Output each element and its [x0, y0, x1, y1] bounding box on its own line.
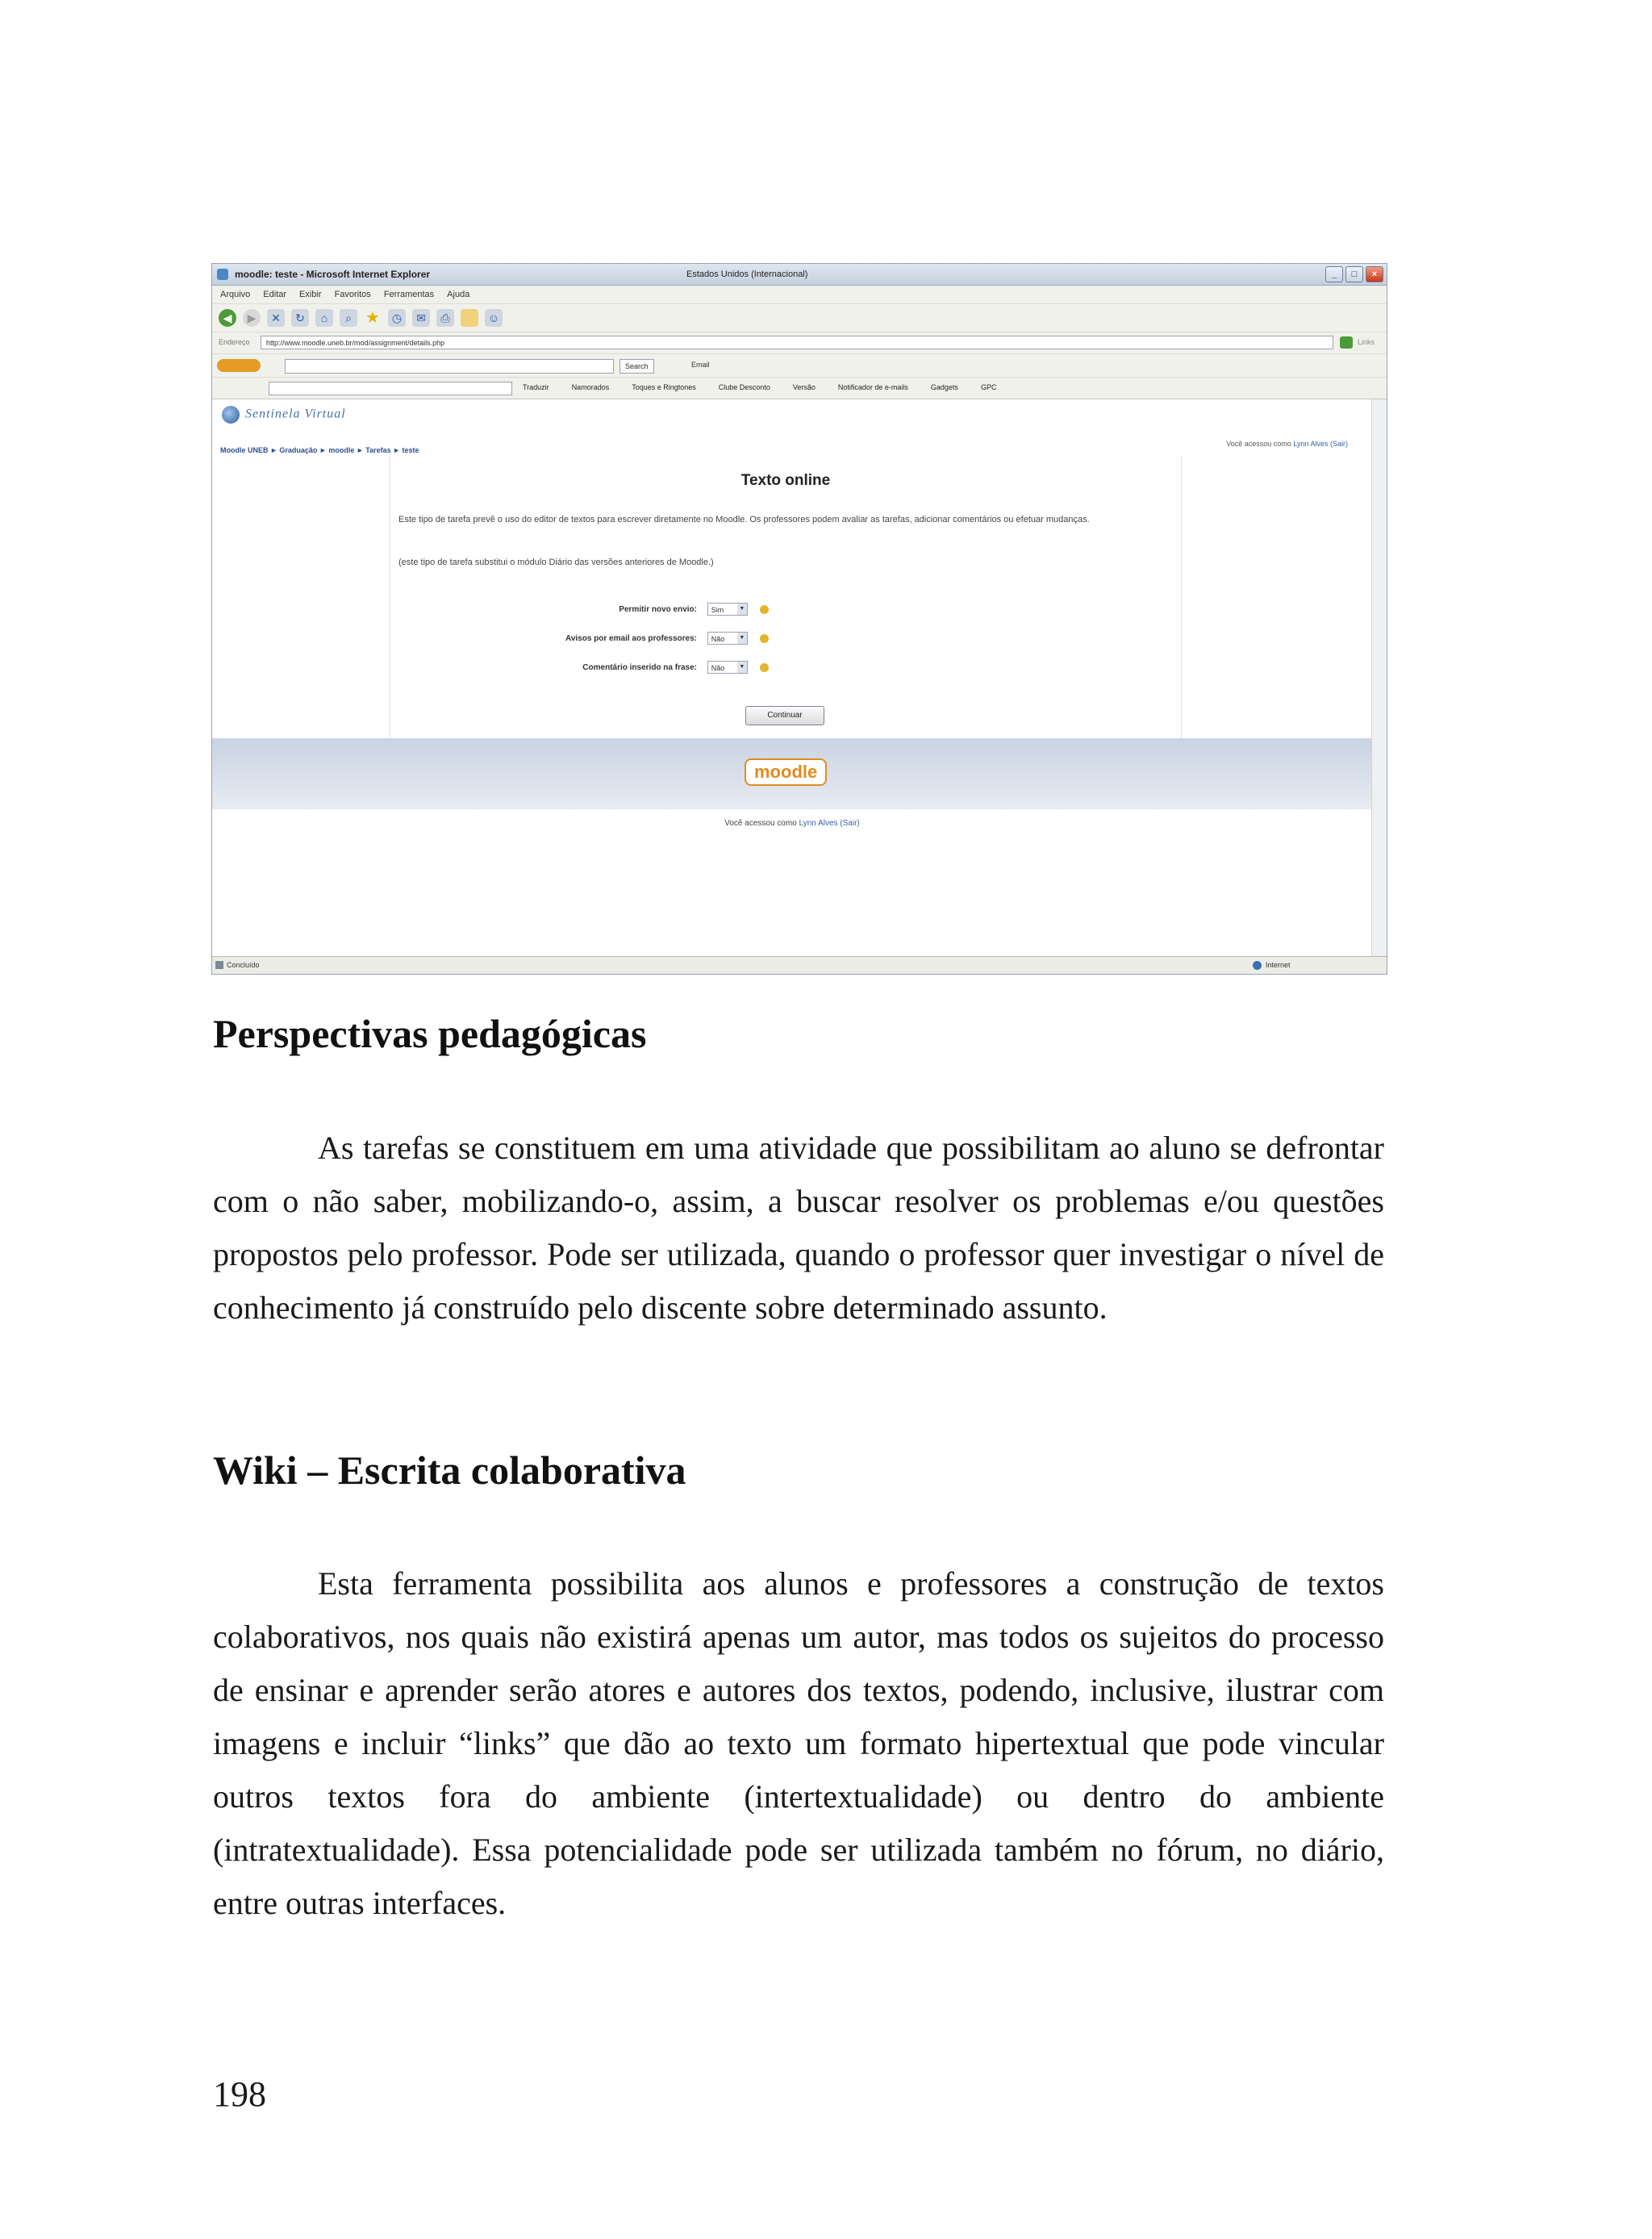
- site-logo-text: Sentinela Virtual: [245, 407, 346, 421]
- form-row-comentario: [439, 661, 769, 674]
- section-paragraph-perspectivas: As tarefas se constituem em uma atividade que possibilitam ao aluno se defrontar com o não saber, mobilizando-o, assim, a buscar resolver os problemas e/ou questões propostos pelo professor. Pode ser utilizada, quando o professor quer investigar o nível de conhecimento já construído pelo discente sobre determinado assunto.: [213, 1130, 1384, 1326]
- avisos-select[interactable]: [707, 632, 748, 645]
- address-bar: [212, 332, 1387, 354]
- toolbar3-item[interactable]: Namorados: [571, 383, 610, 391]
- minimize-button[interactable]: _: [1325, 266, 1343, 282]
- home-icon[interactable]: ⌂: [315, 309, 333, 327]
- menu-favoritos[interactable]: Favoritos: [334, 290, 371, 299]
- back-icon[interactable]: ◀: [219, 309, 236, 327]
- history-icon[interactable]: ◷: [388, 309, 406, 327]
- ie-icon: [217, 269, 228, 280]
- status-bar: [212, 956, 1387, 974]
- menu-arquivo[interactable]: Arquivo: [220, 290, 251, 299]
- field-label: Comentário inserido na frase:: [582, 662, 697, 672]
- toolbar3-item[interactable]: Toques e Ringtones: [632, 383, 696, 391]
- toolbar3-item[interactable]: Gadgets: [930, 383, 958, 391]
- form-row-permitir: [439, 603, 769, 616]
- print-icon[interactable]: ⎙: [436, 309, 454, 327]
- toolbar-search-button[interactable]: Search: [620, 359, 654, 374]
- assignment-note: (este tipo de tarefa substitui o módulo Diário das versões anteriores de Moodle.): [398, 558, 714, 567]
- comentario-select[interactable]: [707, 661, 748, 674]
- messenger-icon[interactable]: ☺: [485, 309, 503, 327]
- login-user-link[interactable]: Lynn Alves (Sair): [1293, 440, 1348, 448]
- content-title: Texto online: [740, 472, 831, 489]
- section-paragraph-wiki: Esta ferramenta possibilita aos alunos e professores a construção de textos colaborativos, nos quais não existirá apenas um autor, mas todos os sujeitos do processo de ensinar e aprender serão atores e autores dos textos, podendo, inclusive, ilustrar com imagens e incluir “links” que dão ao texto um formato hipertextual que pode vincular outros textos fora do ambiente (intertextualidade) ou dentro do ambiente (intratextualidade). Essa potencialidade pode ser utilizada também no fórum, no diário, entre outras interfaces.: [213, 1565, 1384, 1921]
- search-toolbar: [212, 354, 1387, 378]
- stop-icon[interactable]: ✕: [267, 309, 285, 327]
- footer-login-info: [212, 819, 1372, 828]
- page-icon: [215, 961, 223, 969]
- go-button[interactable]: [1340, 336, 1353, 349]
- help-icon[interactable]: [760, 634, 769, 643]
- toolbar3-item[interactable]: Clube Desconto: [718, 383, 770, 391]
- page-footer: [212, 738, 1372, 809]
- folder-icon[interactable]: [461, 309, 478, 327]
- section-heading-wiki: Wiki – Escrita colaborativa: [213, 1447, 686, 1493]
- favorites-icon[interactable]: ★: [365, 309, 380, 327]
- links-label[interactable]: Links: [1358, 338, 1375, 346]
- permitir-select[interactable]: [707, 603, 748, 616]
- breadcrumb[interactable]: Moodle UNEB ► Graduação ► moodle ► Tarefas ► teste: [220, 446, 419, 454]
- menu-editar[interactable]: Editar: [263, 290, 287, 299]
- select-value: Sim: [711, 606, 724, 614]
- login-info: [1226, 440, 1348, 448]
- toolbar-search-input[interactable]: [285, 359, 614, 374]
- login-prefix: Você acessou como: [1226, 440, 1291, 448]
- field-label: Permitir novo envio:: [619, 604, 697, 614]
- navigation-toolbar: [212, 304, 1387, 332]
- status-zone: Internet: [1266, 961, 1291, 969]
- mail-icon[interactable]: ✉: [412, 309, 430, 327]
- select-value: Não: [711, 664, 725, 672]
- address-label: Endereço: [219, 338, 250, 346]
- close-button[interactable]: ×: [1366, 266, 1383, 282]
- language-indicator[interactable]: Estados Unidos (Internacional): [686, 269, 808, 279]
- field-label: Avisos por email aos professores:: [565, 633, 697, 643]
- toolbar3-item[interactable]: Versão: [792, 383, 816, 391]
- chevron-down-icon: ▼: [737, 633, 747, 644]
- browser-screenshot: [211, 263, 1387, 975]
- forward-icon[interactable]: ▶: [243, 309, 261, 327]
- internet-zone-icon: [1253, 961, 1262, 970]
- help-icon[interactable]: [760, 663, 769, 672]
- toolbar3-search-input[interactable]: [269, 382, 512, 395]
- toolbar3-item[interactable]: GPC: [980, 383, 997, 391]
- toolbar-email[interactable]: Email: [691, 361, 710, 369]
- footer-login-prefix: Você acessou como: [724, 819, 797, 828]
- form-row-avisos: [439, 632, 769, 645]
- search-icon[interactable]: ⌕: [340, 309, 357, 327]
- menu-ferramentas[interactable]: Ferramentas: [383, 290, 435, 299]
- web-page: [212, 399, 1372, 956]
- status-text: Concluído: [227, 961, 260, 969]
- menu-exibir[interactable]: Exibir: [299, 290, 322, 299]
- chevron-down-icon: ▼: [737, 604, 747, 615]
- refresh-icon[interactable]: ↻: [291, 309, 309, 327]
- continue-button[interactable]: Continuar: [745, 706, 824, 725]
- help-icon[interactable]: [760, 605, 769, 614]
- toolbar3-item[interactable]: Notificador de e-mails: [837, 383, 908, 391]
- address-input[interactable]: http://www.moodle.uneb.br/mod/assignment/details.php: [261, 336, 1333, 349]
- page-number: 198: [213, 2074, 266, 2114]
- links-toolbar: [212, 378, 1387, 399]
- toolbar-logo-icon[interactable]: [217, 359, 261, 372]
- maximize-button[interactable]: □: [1345, 266, 1363, 282]
- toolbar3-item[interactable]: Traduzir: [523, 383, 549, 391]
- select-value: Não: [711, 635, 725, 643]
- vertical-scrollbar[interactable]: [1371, 399, 1387, 956]
- chevron-down-icon: ▼: [737, 662, 747, 673]
- footer-login-user-link[interactable]: Lynn Alves (Sair): [799, 819, 860, 828]
- section-heading-perspectivas: Perspectivas pedagógicas: [213, 1011, 647, 1056]
- menu-ajuda[interactable]: Ajuda: [447, 290, 470, 299]
- assignment-settings: [390, 456, 1182, 746]
- window-title: moodle: teste - Microsoft Internet Explorer: [235, 269, 431, 280]
- menu-bar: [212, 286, 1387, 304]
- globe-icon: [222, 406, 240, 424]
- moodle-logo[interactable]: moodle: [745, 758, 827, 786]
- site-logo[interactable]: [220, 406, 346, 424]
- window-titlebar: [212, 264, 1387, 286]
- assignment-description: Este tipo de tarefa prevê o uso do editor de textos para escrever diretamente no Moodle. Os professores podem avaliar as tarefas, adicionar comentários ou efetuar mudanças.: [398, 515, 1090, 524]
